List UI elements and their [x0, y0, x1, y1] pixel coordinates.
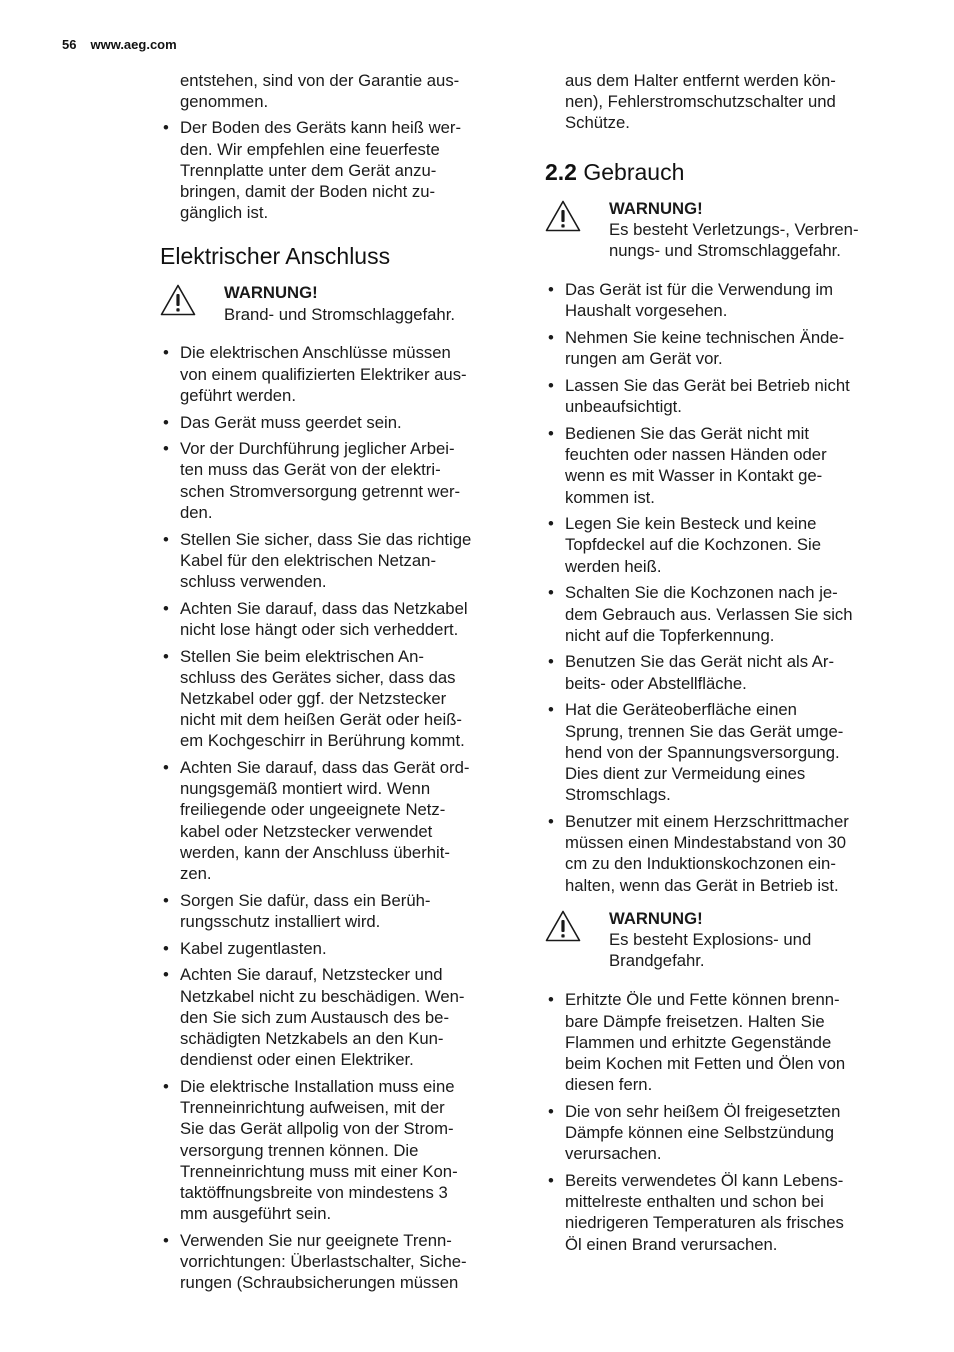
list-item: • Die elektrische Installation muss eine Trenneinrichtung aufweisen, mit der Sie das Gerät allpolig von der Strom- versorgung trennen können. Die Trenneinrichtung muss mit einer Kon- taktöffnungsbreite von mindestens 3 mm ausgeführt sein. [160, 1076, 520, 1224]
section-title-usage [545, 158, 905, 186]
list-item: • Legen Sie kein Besteck und keine Topfdeckel auf die Kochzonen. Sie werden heiß. [545, 513, 905, 577]
section-number: 2.2 [545, 158, 577, 185]
list-item: • Sorgen Sie dafür, dass ein Berüh- rungsschutz installiert wird. [160, 890, 520, 932]
list-item: • Kabel zugentlasten. [160, 938, 520, 959]
list-item: • Lassen Sie das Gerät bei Betrieb nicht unbeaufsichtigt. [545, 375, 905, 417]
section-title-text: Gebrauch [583, 158, 685, 185]
continued-paragraph: entstehen, sind von der Garantie aus- genommen. [180, 71, 460, 112]
electrical-bullet-list [160, 342, 520, 1293]
list-item: • Verwenden Sie nur geeignete Trenn- vorrichtungen: Überlastschalter, Siche- rungen (Schraubsicherungen müssen [160, 1230, 520, 1294]
warning-title: WARNUNG! [224, 283, 318, 303]
list-item: • Achten Sie darauf, dass das Netzkabel nicht lose hängt oder sich verheddert. [160, 598, 520, 640]
list-item: • Die elektrischen Anschlüsse müssen von einem qualifizierten Elektriker aus- geführt werden. [160, 342, 520, 406]
warning-text: Es besteht Explosions- und Brandgefahr. [609, 929, 812, 971]
header-url: www.aeg.com [90, 37, 177, 52]
list-item: • Benutzen Sie das Gerät nicht als Ar- beits- oder Abstellfläche. [545, 651, 905, 693]
list-item: • Hat die Geräteoberfläche einen Sprung, trennen Sie das Gerät umge- hend von der Spannungsversorgung. Dies dient zur Vermeidung eines Stromschlags. [545, 699, 905, 805]
list-item: • Schalten Sie die Kochzonen nach je- dem Gebrauch aus. Verlassen Sie sich nicht auf die Topferkennung. [545, 582, 905, 646]
usage-bullet-list [545, 279, 905, 895]
warning-triangle-icon [545, 910, 581, 942]
section-title-electrical: Elektrischer Anschluss [160, 243, 391, 270]
list-item: • Nehmen Sie keine technischen Ände- rungen am Gerät vor. [545, 327, 905, 369]
list-item: • Die von sehr heißem Öl freigesetzten Dämpfe können eine Selbstzündung verursachen. [545, 1101, 905, 1165]
warning-triangle-icon [545, 200, 581, 232]
warning-triangle-icon [160, 284, 196, 316]
warning-block-explosion [545, 908, 905, 972]
warning-title: WARNUNG! [609, 198, 703, 218]
list-item: • Der Boden des Geräts kann heiß wer- den. Wir empfehlen eine feuerfeste Trennplatte unter dem Gerät anzu- bringen, damit der Boden nicht zu- gänglich ist. [160, 117, 520, 223]
fire-bullet-list [545, 989, 905, 1254]
list-item: • Bereits verwendetes Öl kann Lebens- mittelreste enthalten und schon bei niedrigeren Temperaturen als frisches Öl einen Brand verursachen. [545, 1170, 905, 1255]
warning-block-usage [545, 198, 905, 262]
list-item: • Achten Sie darauf, Netzstecker und Netzkabel nicht zu beschädigen. Wen- den Sie sich zum Austausch des be- schädigten Netzkabels an den Kun- dendienst oder einen Elektriker. [160, 964, 520, 1070]
warning-text: Es besteht Verletzungs-, Verbren- nungs- und Stromschlaggefahr. [609, 219, 859, 261]
page-header [62, 37, 177, 52]
list-item: • Achten Sie darauf, dass das Gerät ord- nungsgemäß montiert wird. Wenn freiliegende oder ungeeignete Netz- kabel oder Netzstecker verwendet werden, kann der Anschluss überhit- zen. [160, 757, 520, 884]
warning-block-electrical [160, 282, 520, 326]
warning-text: Brand- und Stromschlaggefahr. [224, 304, 455, 324]
left-column [160, 70, 520, 1299]
continued-paragraph-right: aus dem Halter entfernt werden kön- nen), Fehlerstromschutzschalter und Schütze. [565, 71, 836, 133]
list-item: • Das Gerät ist für die Verwendung im Haushalt vorgesehen. [545, 279, 905, 321]
list-item: • Bedienen Sie das Gerät nicht mit feuchten oder nassen Händen oder wenn es mit Wasser in Kontakt ge- kommen ist. [545, 423, 905, 508]
list-item: • Vor der Durchführung jeglicher Arbei- ten muss das Gerät von der elektri- schen Stromversorgung getrennt wer- den. [160, 438, 520, 523]
page-number: 56 [62, 37, 77, 52]
list-item: • Stellen Sie beim elektrischen An- schluss des Gerätes sicher, dass das Netzkabel oder ggf. der Netzstecker nicht mit dem heißen Gerät oder heiß- em Kochgeschirr in Berührung kommt. [160, 646, 520, 752]
list-item: • Benutzer mit einem Herzschrittmacher müssen einen Mindestabstand von 30 cm zu den Induktionskochzonen ein- halten, wenn das Gerät in Betrieb ist. [545, 811, 905, 896]
list-item: • Stellen Sie sicher, dass Sie das richtige Kabel für den elektrischen Netzan- schluss verwenden. [160, 529, 520, 593]
list-item: • Erhitzte Öle und Fette können brenn- bare Dämpfe freisetzen. Halten Sie Flammen und erhitzte Gegenstände beim Kochen mit Fetten und Ölen von diesen fern. [545, 989, 905, 1095]
intro-bullet-list [160, 117, 520, 223]
list-item: • Das Gerät muss geerdet sein. [160, 412, 520, 433]
warning-title: WARNUNG! [609, 908, 703, 928]
right-column [545, 70, 905, 1260]
